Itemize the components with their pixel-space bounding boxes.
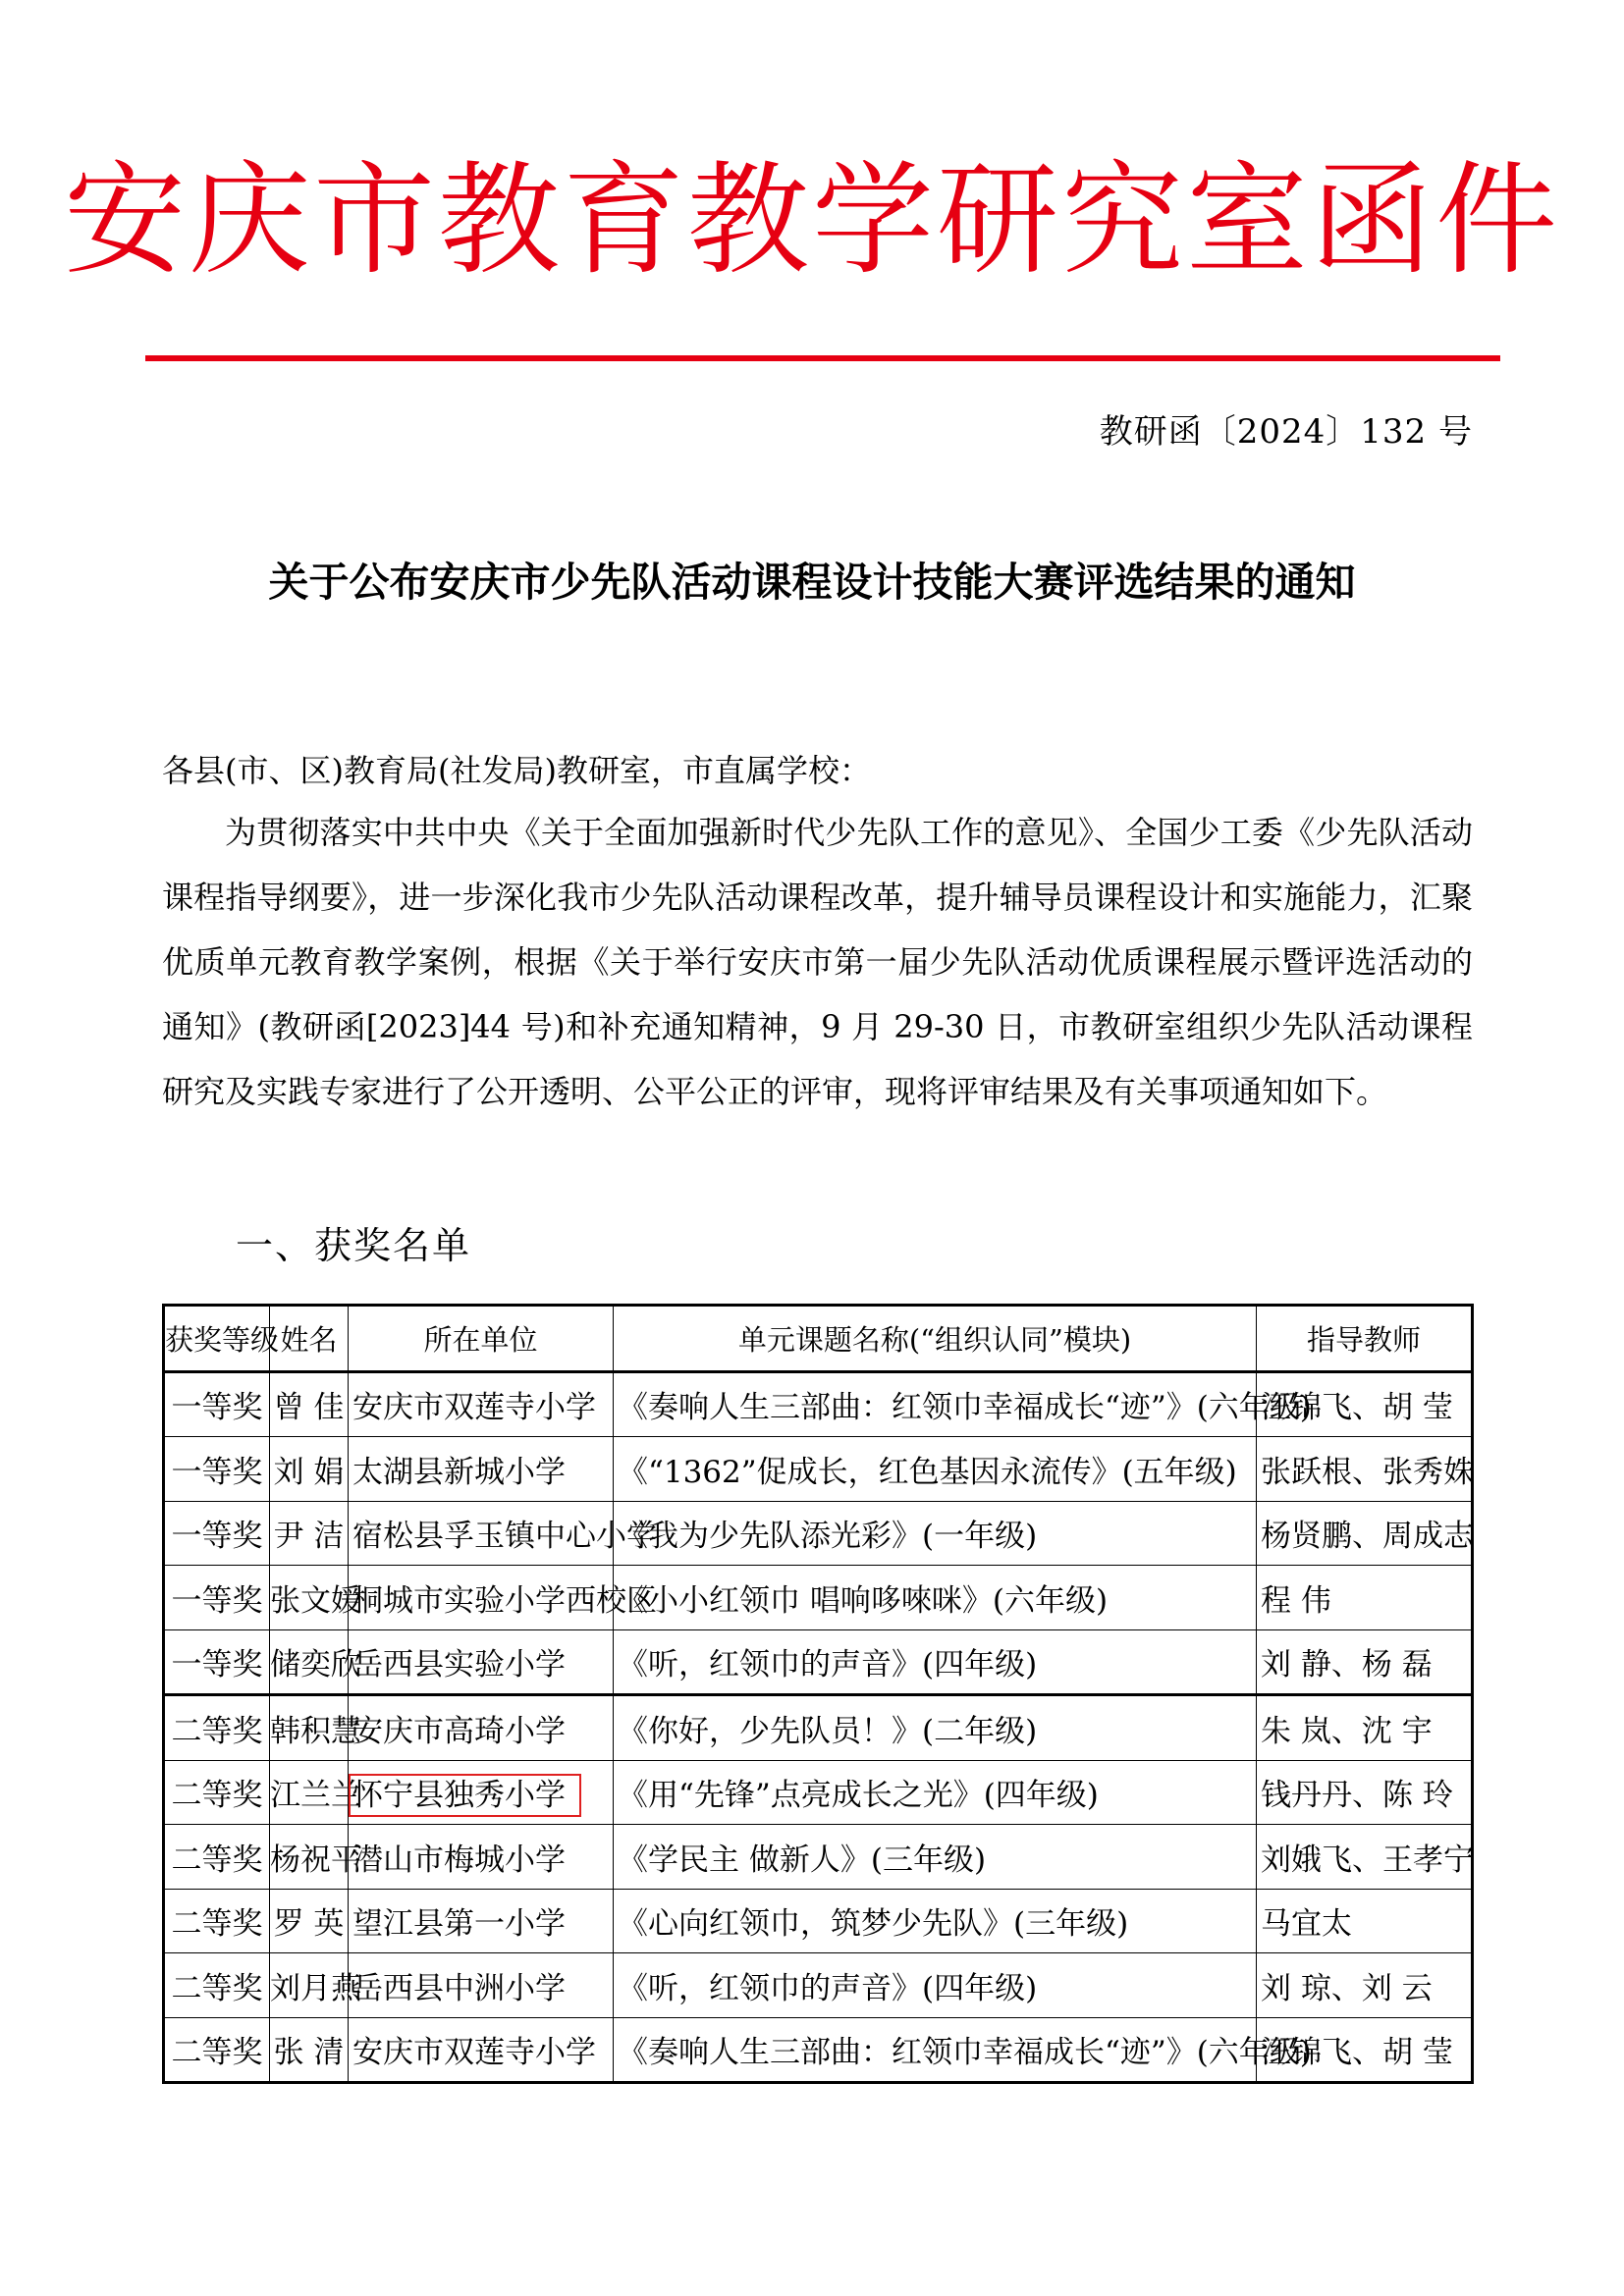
cell-course-title: 《奏响人生三部曲：红领巾幸福成长“迹”》(六年级)	[614, 2017, 1257, 2083]
cell-name: 江兰兰	[270, 1760, 349, 1825]
header-award-level: 获奖等级	[164, 1306, 270, 1372]
cell-unit: 安庆市双莲寺小学	[349, 1371, 614, 1437]
cell-unit: 望江县第一小学	[349, 1889, 614, 1953]
cell-name: 韩积慧	[270, 1695, 349, 1761]
cell-course-title: 《奏响人生三部曲：红领巾幸福成长“迹”》(六年级)	[614, 1371, 1257, 1437]
cell-award-level: 一等奖	[164, 1371, 270, 1437]
table-row	[164, 1825, 1473, 1890]
cell-course-title: 《你好，少先队员！》(二年级)	[614, 1695, 1257, 1761]
header-unit: 所在单位	[349, 1306, 614, 1372]
header-course-title: 单元课题名称(“组织认同”模块)	[614, 1306, 1257, 1372]
cell-unit: 宿松县孚玉镇中心小学	[349, 1501, 614, 1566]
cell-unit: 安庆市高琦小学	[349, 1695, 614, 1761]
award-table	[162, 1304, 1474, 2084]
cell-advisor: 张跃根、张秀姝	[1257, 1437, 1473, 1502]
cell-award-level: 一等奖	[164, 1501, 270, 1566]
salutation: 各县(市、区)教育局(社发局)教研室，市直属学校：	[162, 752, 871, 789]
cell-name: 曾 佳	[270, 1371, 349, 1437]
notice-title: 关于公布安庆市少先队活动课程设计技能大赛评选结果的通知	[268, 559, 1356, 606]
cell-unit	[349, 1760, 614, 1825]
cell-award-level: 一等奖	[164, 1566, 270, 1630]
table-row	[164, 1566, 1473, 1630]
cell-award-level: 一等奖	[164, 1629, 270, 1695]
cell-advisor: 马宜太	[1257, 1889, 1473, 1953]
document-number: 教研函〔2024〕132 号	[1099, 412, 1473, 452]
cell-unit: 潜山市梅城小学	[349, 1825, 614, 1890]
cell-name: 张文媛	[270, 1566, 349, 1630]
masthead-title: 安庆市教育教学研究室函件	[63, 150, 1560, 292]
cell-advisor: 刘娥飞、王孝宁	[1257, 1825, 1473, 1890]
cell-name: 杨祝平	[270, 1825, 349, 1890]
table-row	[164, 1695, 1473, 1761]
cell-course-title: 《心向红领巾，筑梦少先队》(三年级)	[614, 1889, 1257, 1953]
cell-award-level: 二等奖	[164, 2017, 270, 2083]
highlighted-unit: 怀宁县独秀小学	[352, 1778, 577, 1813]
table-row	[164, 1371, 1473, 1437]
table-row	[164, 2017, 1473, 2083]
cell-unit: 太湖县新城小学	[349, 1437, 614, 1502]
cell-award-level: 二等奖	[164, 1953, 270, 2018]
cell-advisor: 朱 岚、沈 宇	[1257, 1695, 1473, 1761]
cell-advisor: 刘 静、杨 磊	[1257, 1629, 1473, 1695]
cell-advisor: 汪锦飞、胡 莹	[1257, 1371, 1473, 1437]
table-row	[164, 1953, 1473, 2018]
table-row	[164, 1501, 1473, 1566]
cell-name: 尹 洁	[270, 1501, 349, 1566]
cell-award-level: 二等奖	[164, 1825, 270, 1890]
cell-unit: 岳西县中洲小学	[349, 1953, 614, 2018]
cell-unit: 安庆市双莲寺小学	[349, 2017, 614, 2083]
cell-advisor: 刘 琼、刘 云	[1257, 1953, 1473, 2018]
cell-course-title: 《用“先锋”点亮成长之光》(四年级)	[614, 1760, 1257, 1825]
cell-name: 刘 娟	[270, 1437, 349, 1502]
header-advisor: 指导教师	[1257, 1306, 1473, 1372]
cell-course-title: 《“1362”促成长，红色基因永流传》(五年级)	[614, 1437, 1257, 1502]
cell-unit: 岳西县实验小学	[349, 1629, 614, 1695]
cell-name: 张 清	[270, 2017, 349, 2083]
cell-course-title: 《听，红领巾的声音》(四年级)	[614, 1629, 1257, 1695]
cell-award-level: 二等奖	[164, 1695, 270, 1761]
cell-name: 罗 英	[270, 1889, 349, 1953]
table-body	[164, 1371, 1473, 2083]
cell-name: 刘月燕	[270, 1953, 349, 2018]
cell-advisor: 汪锦飞、胡 莹	[1257, 2017, 1473, 2083]
table-header-row	[164, 1306, 1473, 1372]
table-row	[164, 1437, 1473, 1502]
cell-award-level: 二等奖	[164, 1889, 270, 1953]
section-heading: 一、获奖名单	[236, 1224, 472, 1267]
masthead-red-rule	[145, 355, 1500, 361]
cell-unit: 桐城市实验小学西校区	[349, 1566, 614, 1630]
cell-name: 储奕欣	[270, 1629, 349, 1695]
cell-course-title: 《我为少先队添光彩》(一年级)	[614, 1501, 1257, 1566]
cell-course-title: 《小小红领巾 唱响哆唻咪》(六年级)	[614, 1566, 1257, 1630]
header-name: 姓名	[270, 1306, 349, 1372]
cell-award-level: 二等奖	[164, 1760, 270, 1825]
cell-course-title: 《学民主 做新人》(三年级)	[614, 1825, 1257, 1890]
cell-advisor: 杨贤鹏、周成志	[1257, 1501, 1473, 1566]
cell-course-title: 《听，红领巾的声音》(四年级)	[614, 1953, 1257, 2018]
cell-award-level: 一等奖	[164, 1437, 270, 1502]
table-row	[164, 1889, 1473, 1953]
cell-advisor: 程 伟	[1257, 1566, 1473, 1630]
table-row	[164, 1629, 1473, 1695]
cell-advisor: 钱丹丹、陈 玲	[1257, 1760, 1473, 1825]
table-row	[164, 1760, 1473, 1825]
body-paragraph: 为贯彻落实中共中央《关于全面加强新时代少先队工作的意见》、全国少工委《少先队活动课程指导纲要》，进一步深化我市少先队活动课程改革，提升辅导员课程设计和实施能力，汇聚优质单元教育教学案例，根据《关于举行安庆市第一届少先队活动优质课程展示暨评选活动的通知》(教研函[2023]44 号)和补充通知精神，9 月 29-30 日，市教研室组织少先队活动课程研究及实践专家进行了公开透明、公平公正的评审，现将评审结果及有关事项通知如下。	[162, 814, 1473, 1110]
